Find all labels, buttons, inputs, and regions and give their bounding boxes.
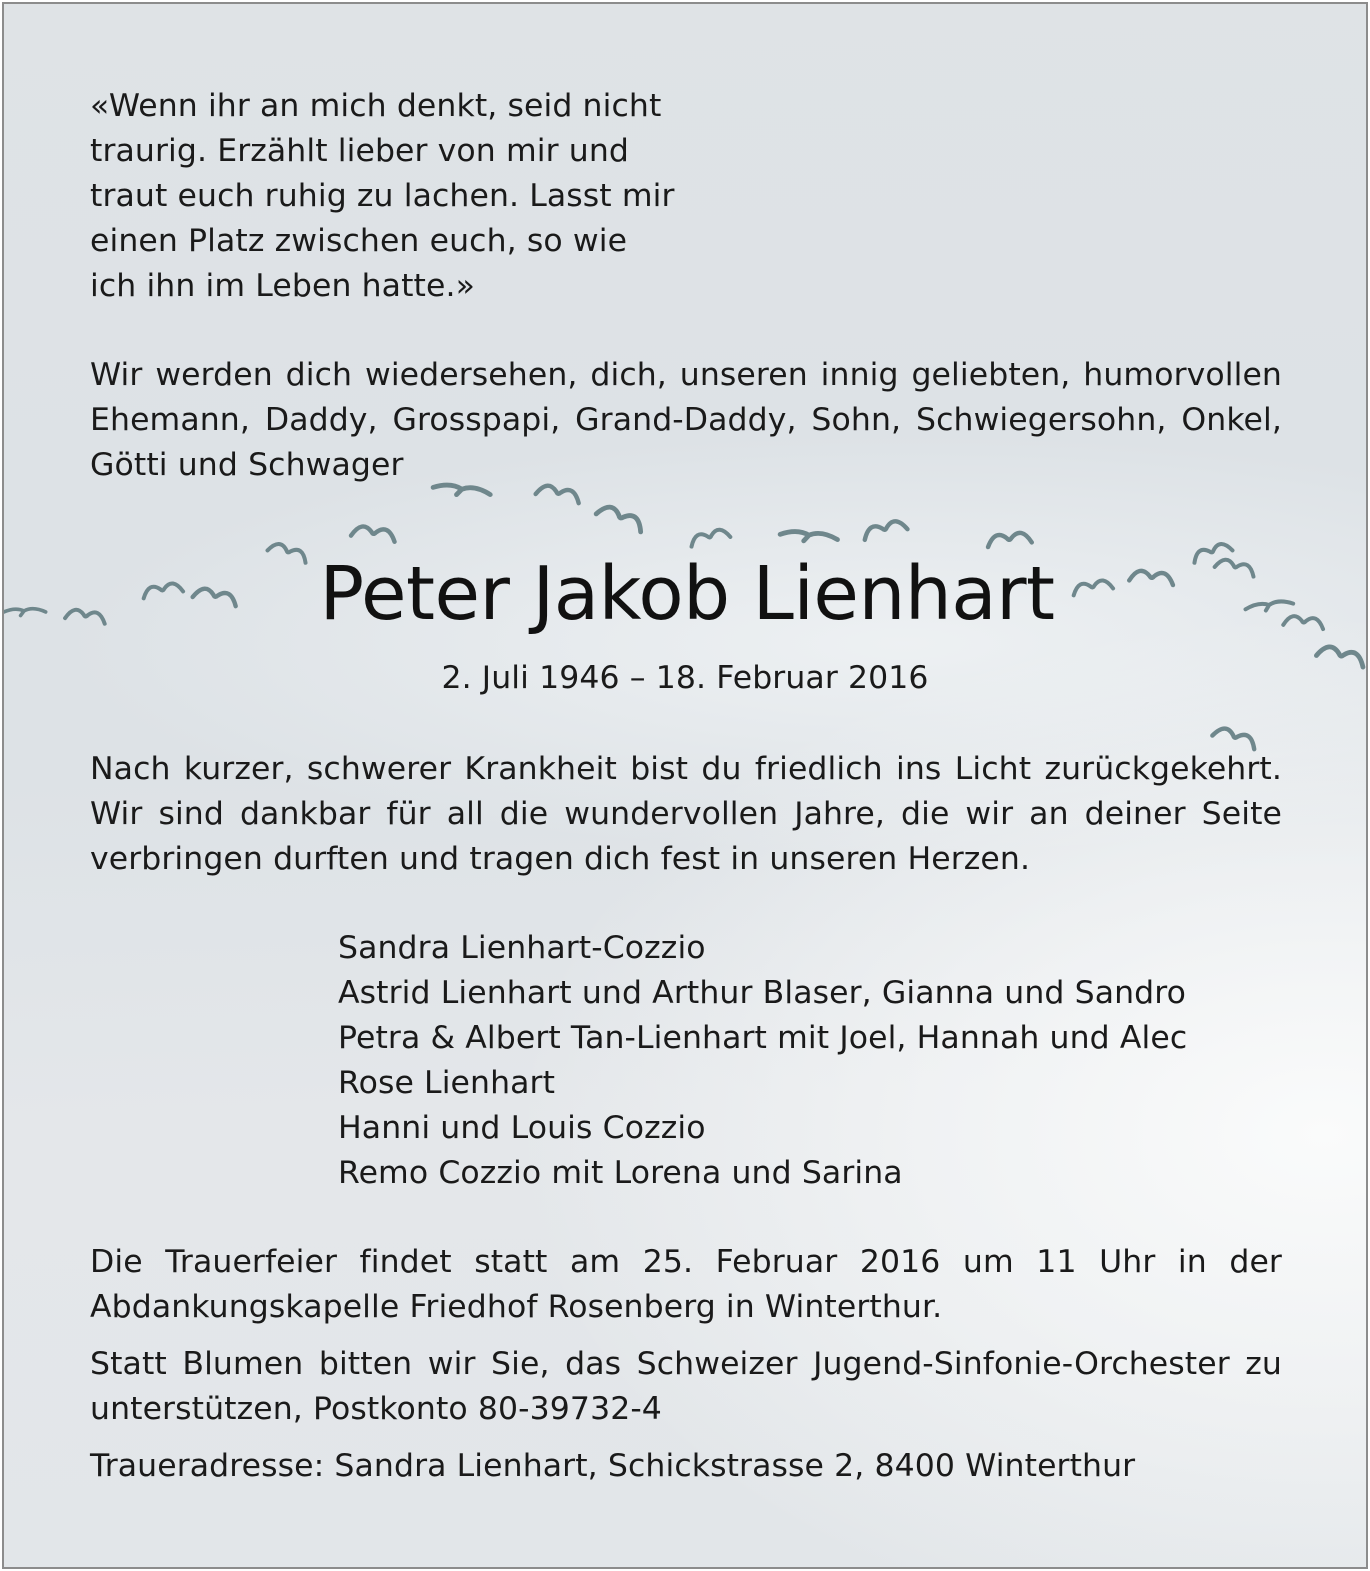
quote-line: traurig. Erzählt lieber von mir und (90, 133, 629, 169)
quote-line: ich ihn im Leben hatte.» (90, 268, 475, 304)
obituary-notice (2, 2, 1368, 1569)
relative-entry: Rose Lienhart (338, 1065, 556, 1101)
donation-info: Statt Blumen bitten wir Sie, das Schweizer Jugend-Sinfonie-Orchester zu unterstützen, Postkonto 80-39732-4 (90, 1346, 1282, 1427)
ceremony-info: Die Trauerfeier findet statt am 25. Februar 2016 um 11 Uhr in der Abdankungskapelle Friedhof Rosenberg in Winterthur. (90, 1244, 1282, 1325)
life-dates-text: 2. Juli 1946 – 18. Februar 2016 (441, 660, 929, 696)
intro-paragraph: Wir werden dich wiedersehen, dich, unseren innig geliebten, humorvollen Ehemann, Daddy, Grosspapi, Grand-Daddy, Sohn, Schwiegersohn, Onkel, Götti und Schwager (90, 357, 1282, 483)
message-paragraph: Nach kurzer, schwerer Krankheit bist du friedlich ins Licht zurückgekehrt. Wir sind dankbar für all die wundervollen Jahre, die wir an deiner Seite verbringen durften und tragen dich fest in unseren Herzen. (90, 751, 1282, 877)
life-dates (4, 656, 1368, 701)
quote-line: einen Platz zwischen euch, so wie (90, 223, 628, 259)
relative-entry: Sandra Lienhart-Cozzio (338, 930, 706, 966)
relative-entry: Astrid Lienhart und Arthur Blaser, Gianna und Sandro (338, 975, 1186, 1011)
bird-silhouette (596, 503, 645, 532)
relative-entry: Petra & Albert Tan-Lienhart mit Joel, Hannah und Alec (338, 1020, 1188, 1056)
deceased-name: Peter Jakob Lienhart (319, 551, 1055, 637)
relative-entry: Hanni und Louis Cozzio (338, 1110, 706, 1146)
relatives-list (338, 926, 1278, 1196)
quote-line: «Wenn ihr an mich denkt, seid nicht (90, 88, 662, 124)
quote (90, 84, 730, 309)
bird-silhouette (780, 530, 838, 543)
mourning-address: Traueradresse: Sandra Lienhart, Schickstrasse 2, 8400 Winterthur (90, 1448, 1136, 1484)
quote-line: traut euch ruhig zu lachen. Lasst mir (90, 178, 675, 214)
bird-silhouette (1212, 725, 1257, 749)
bird-silhouette (351, 525, 396, 542)
relative-entry: Remo Cozzio mit Lorena und Sarina (338, 1155, 903, 1191)
bird-silhouette (862, 519, 907, 540)
